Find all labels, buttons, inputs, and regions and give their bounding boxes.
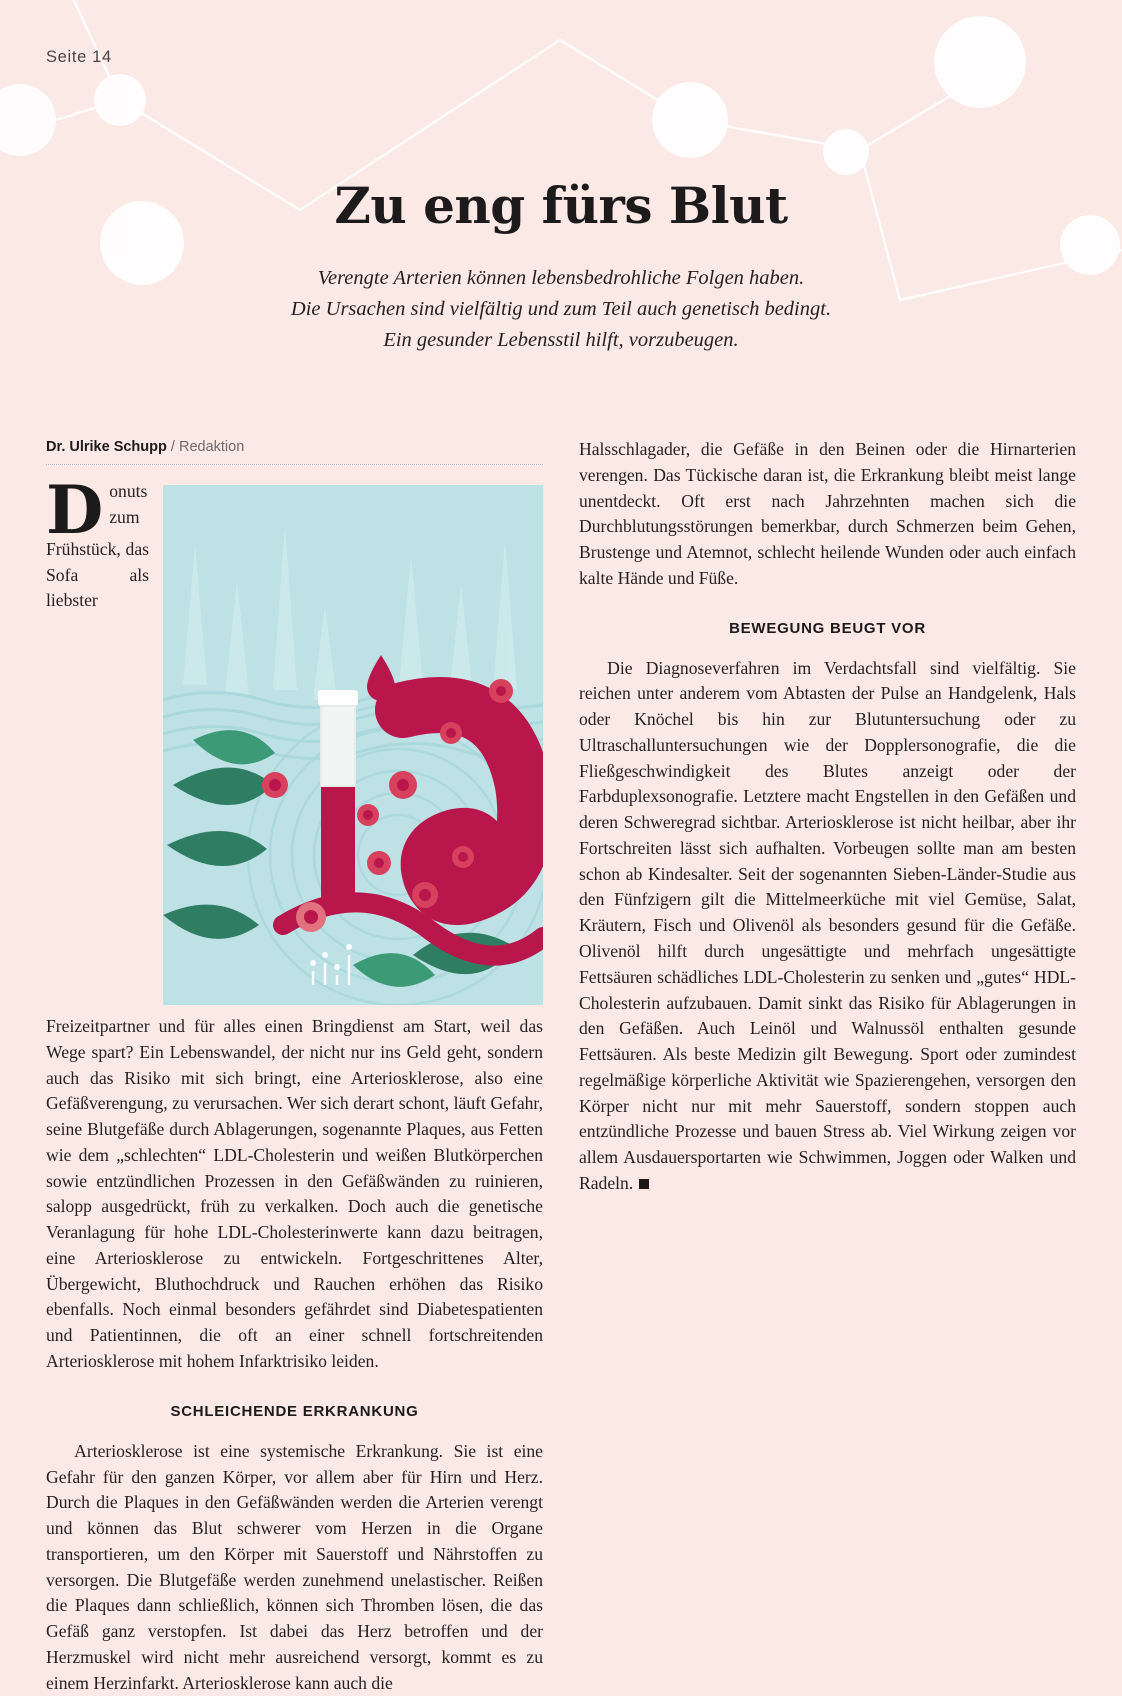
standfirst — [0, 263, 1122, 355]
paragraph-bewegung-text: Die Diagnoseverfahren im Verdachtsfall sind vielfältig. Sie reichen unter anderem vom Abtasten der Pulse an Handgelenk, Hals oder Knöchel bis hin zur Blutuntersuchung oder zu Ultraschalluntersuchungen wie der Dopplersonografie, die die Fließgeschwindigkeit des Blutes anzeigt oder der Farbduplexsonografie. Letztere macht Engstellen in den Gefäßen und deren Schweregrad sichtbar. Arteriosklerose ist nicht heilbar, aber ihr Fortschreiten lässt sich aufhalten. Vorbeugen sollte man am besten schon ab Kindesalter. Seit der sogenannten Sieben-Länder-Studie aus den Fünfzigern gilt die Mittelmeerküche mit viel Gemüse, Salat, Kräutern, Fisch und Olivenöl als besonders gesund für die Gefäße. Olivenöl hilft durch ungesättigte und mehrfach ungesättigte Fettsäuren schädliches LDL-Cholesterin zu senken und „gutes“ HDL-Cholesterin aufzubauen. Damit sinkt das Risiko für Ablagerungen in den Gefäßen. Auch Leinöl und Walnussöl enthalten gesunde Fettsäuren. Als beste Medizin gilt Bewegung. Sport oder zumindest regelmäßige körperliche Aktivität wie Spazierengehen, versorgen den Körper nicht nur mit mehr Sauerstoff, sondern stoppen auch entzündliche Prozesse und bauen Stress ab. Viel Wirkung zeigen vor allem Ausdauersportarten wie Schwimmen, Joggen oder Walken und Radeln. — [579, 657, 1076, 1193]
illustration-artwork — [163, 485, 543, 1005]
end-mark — [639, 1179, 649, 1189]
article-illustration — [163, 485, 543, 1005]
page-folio: Seite 14 — [46, 48, 112, 66]
standfirst-line: Verengte Arterien können lebensbedrohliche Folgen haben. — [317, 267, 805, 289]
subhead-schleichende-erkrankung: SCHLEICHENDE ERKRANKUNG — [170, 1402, 419, 1420]
paragraph-right-top: Halsschlagader, die Gefäße in den Beinen oder die Hirnarterien verengen. Das Tückische daran ist, die Erkrankung bleibt meist lange unentdeckt. Oft erst nach Jahrzehnten machen sich die Durchblutungsstörungen bemerkbar, durch Schmerzen beim Gehen, Brustenge und Atemnot, schlecht heilende Wunden oder auch einfach kalte Hände und Füße. — [579, 439, 1076, 588]
page-title: Zu eng fürs Blut — [334, 176, 788, 235]
paragraph-schleichende: Arteriosklerose ist eine systemische Erkrankung. Sie ist eine Gefahr für den ganzen Körper, vor allem aber für Hirn und Herz. Durch die Plaques in den Gefäßwänden werden die Arterien verengt und können das Blut schwerer vom Herzen in die Organe transportieren, um den Körper mit Sauerstoff und Nährstoffen zu versorgen. Die Blutgefäße werden zunehmend unelastischer. Reißen die Plaques dann schließlich, können sich Thromben lösen, die das Gefäß ganz verstopfen. Ist dabei das Herz betroffen und der Herzmuskel wird nicht mehr ausreichend versorgt, kommt es zu einem Herzinfarkt. Arteriosklerose kann auch die — [46, 1440, 543, 1693]
paragraph-bewegung — [579, 656, 1076, 1197]
column-right — [579, 437, 1076, 1197]
byline-separator: / — [170, 439, 175, 455]
paragraph-lead-text: onuts zum Frühstück, das Sofa als liebster Freizeitpartner und für alles einen Bringdienst am Start, weil das Wege spart? Ein Lebenswandel, der nicht nur ins Geld geht, sondern auch das Risiko mit sich bringt, eine Arteriosklerose, also eine Gefäßverengung, zu verursachen. Wer sich derart schont, läuft Gefahr, seine Blutgefäße durch Ablagerungen, sogenannte Plaques, aus Fetten wie dem „schlechten“ LDL-Cholesterin und weißen Blutkörperchen sowie entzündlichen Prozessen in den Gefäßwänden zu ruinieren, salopp ausgedrückt, früh zu verkalken. Doch auch die genetische Veranlagung für hohe LDL-Cholesterinwerte kann dazu beitragen, eine Arteriosklerose zu entwickeln. Fortgeschrittenes Alter, Übergewicht, Bluthochdruck und Rauchen erhöhen das Risiko ebenfalls. Noch einmal besonders gefährdet sind Diabetespatienten und Patientinnen, die oft an einer schnell fortschreitenden Arteriosklerose mit hohem Infarktrisiko leiden. — [46, 481, 543, 1372]
subhead-bewegung-beugt-vor: BEWEGUNG BEUGT VOR — [729, 619, 926, 637]
byline-author: Dr. Ulrike Schupp — [46, 439, 167, 455]
standfirst-line: Ein gesunder Lebensstil hilft, vorzubeugen. — [383, 328, 739, 351]
standfirst-line: Die Ursachen sind vielfältig und zum Teil auch genetisch bedingt. — [290, 297, 832, 320]
article-title-block — [0, 178, 1122, 355]
byline-department: Redaktion — [178, 439, 245, 455]
article-body — [46, 437, 1076, 1696]
column-left — [46, 437, 543, 1696]
drop-cap: D — [46, 471, 104, 550]
byline — [46, 437, 543, 465]
